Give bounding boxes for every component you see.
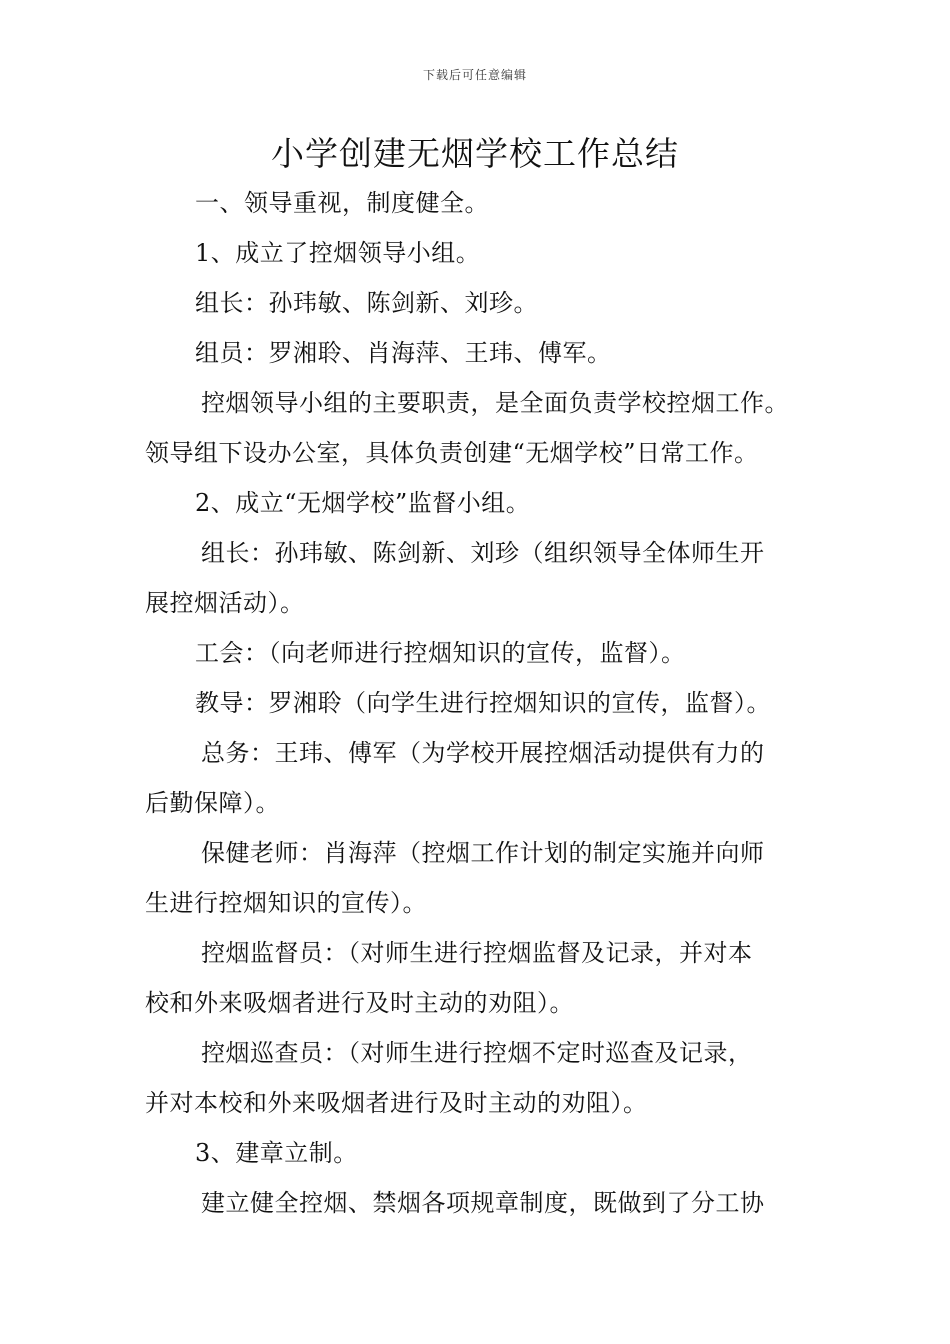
paragraph-line: 保健老师：肖海萍（控烟工作计划的制定实施并向师 [201, 839, 765, 867]
paragraph-line: 后勤保障）。 [145, 789, 280, 817]
paragraph-line: 展控烟活动）。 [145, 589, 305, 617]
document-title: 小学创建无烟学校工作总结 [271, 134, 679, 173]
paragraph-line: 校和外来吸烟者进行及时主动的劝阻）。 [145, 989, 574, 1017]
header-note: 下载后可任意编辑 [422, 68, 527, 82]
paragraph-line: 组长：孙玮敏、陈剑新、刘珍。 [195, 289, 538, 317]
paragraph-line: 总务：王玮、傅军（为学校开展控烟活动提供有力的 [201, 739, 765, 767]
paragraph-line: 领导组下设办公室，具体负责创建“无烟学校”日常工作。 [145, 439, 759, 467]
paragraph-line: 组长：孙玮敏、陈剑新、刘珍（组织领导全体师生开 [201, 539, 765, 567]
paragraph-line: 组员：罗湘聆、肖海萍、王玮、傅军。 [195, 339, 612, 367]
subsection-heading: 2、成立“无烟学校”监督小组。 [195, 489, 531, 517]
document-body [145, 178, 815, 1228]
paragraph-line: 并对本校和外来吸烟者进行及时主动的劝阻）。 [145, 1089, 648, 1117]
paragraph-line: 建立健全控烟、禁烟各项规章制度，既做到了分工协 [201, 1189, 765, 1217]
paragraph-line: 控烟监督员：（对师生进行控烟监督及记录，并对本 [201, 939, 753, 967]
section-heading: 一、领导重视，制度健全。 [195, 189, 489, 217]
paragraph-line: 控烟领导小组的主要职责，是全面负责学校控烟工作。 [201, 389, 789, 417]
subsection-heading: 1、成立了控烟领导小组。 [195, 239, 481, 267]
paragraph-line: 教导：罗湘聆（向学生进行控烟知识的宣传，监督）。 [195, 689, 771, 717]
subsection-heading: 3、建章立制。 [195, 1139, 358, 1167]
paragraph-line: 生进行控烟知识的宣传）。 [145, 889, 427, 917]
paragraph-line: 工会：（向老师进行控烟知识的宣传，监督）。 [195, 639, 686, 667]
paragraph-line: 控烟巡查员：（对师生进行控烟不定时巡查及记录， [201, 1039, 753, 1067]
